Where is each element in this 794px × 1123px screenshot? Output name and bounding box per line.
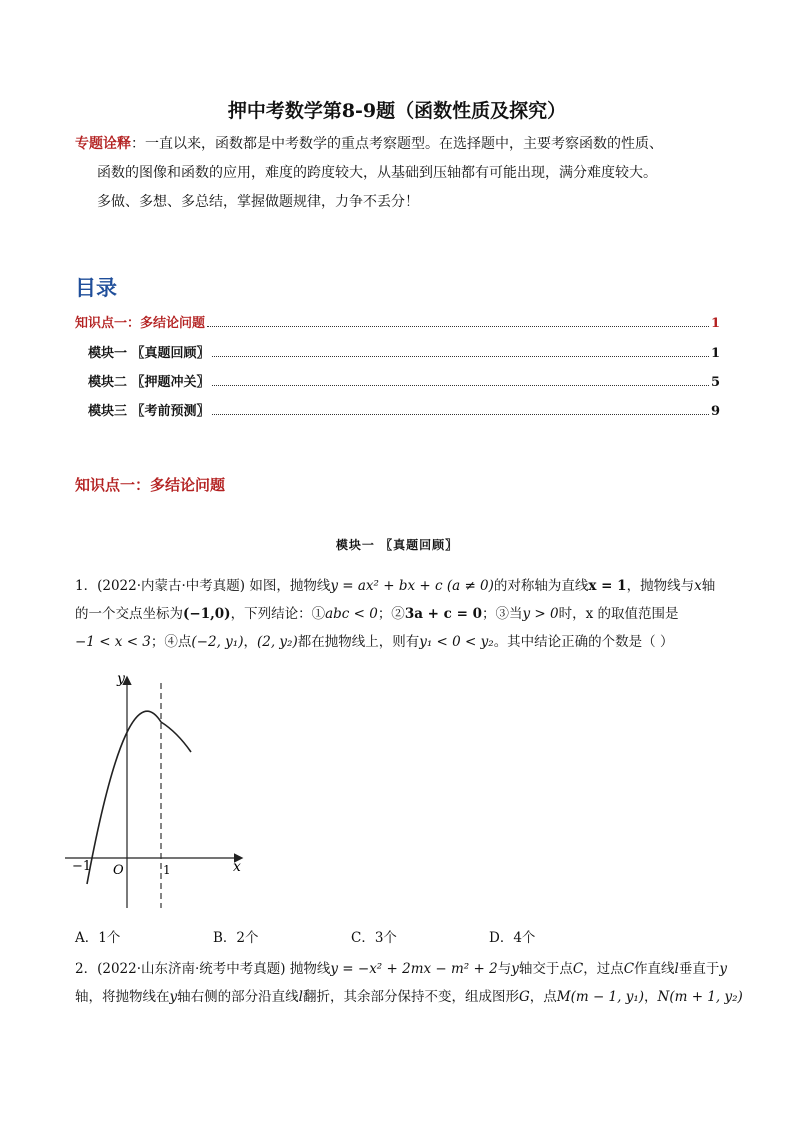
neg-one-label: −1 [72,859,92,874]
q2-text: 轴交于点 [518,961,573,977]
toc-item-label: 模块二 〖押题冲关〗 [88,375,210,390]
q1-point-2: (2, y₂) [256,634,298,650]
q1-range: −1 < x < 3 [75,634,151,650]
intro-line-1: ：一直以来，函数都是中考数学的重点考察题型。在选择题中，主要考察函数的性质、 [131,136,663,152]
intro-label: 专题诠释 [75,136,131,152]
q2-text: ，过点 [583,961,624,977]
question-1 [75,572,727,656]
intro-line-2: 函数的图像和函数的应用，难度的跨度较大，从基础到压轴都有可能出现，满分难度较大。 [97,165,657,181]
q1-point: (−1,0) [183,606,231,622]
question-2 [75,955,743,1011]
q2-text: 翻折，其余部分保持不变，组成图形 [302,989,519,1005]
toc-leader [207,325,709,327]
toc-item-module-1[interactable] [88,342,720,361]
q1-text: 轴 [701,578,716,594]
q1-point-1: (−2, y₁) [191,634,244,650]
q1-conclusion-4: y₁ < 0 < y₂ [419,634,494,650]
q2-text: 与 [497,961,512,977]
x-axis-label: x [233,859,241,875]
q2-prefix: 2．(2022·山东济南·统考中考真题) 抛物线 [75,961,331,977]
q1-var: x [694,578,702,594]
q2-text: ，点 [529,989,557,1005]
choice-c[interactable]: C．3个 [351,930,397,946]
q1-conclusion-2: 3a + c = 0 [404,606,482,622]
q1-text: 的对称轴为直线 [493,578,589,594]
q1-text: ，抛物线与 [626,578,695,594]
q2-var: y [169,989,178,1005]
choice-b[interactable]: B．2个 [213,930,259,946]
q2-point-c: C [572,961,584,977]
toc-item-label: 知识点一：多结论问题 [75,316,206,331]
toc-item-page: 9 [710,404,720,419]
toc-item-label: 模块一 〖真题回顾〗 [88,346,210,361]
q2-text: 作直线 [634,961,675,977]
q1-text: 的一个交点坐标为 [75,606,183,622]
module-heading: 模块一 〖真题回顾〗 [335,538,459,552]
toc-item-page: 1 [710,346,720,361]
toc-item-page: 5 [710,375,720,390]
q2-text: 轴右侧的部分沿直线 [177,989,299,1005]
q2-point-n: N(m + 1, y₂) [657,989,743,1005]
q1-text: 。其中结论正确的个数是（ ） [493,634,674,650]
q2-text: 垂直于 [678,961,720,977]
toc-leader [212,355,709,357]
q1-text: ，下列结论：① [230,606,326,622]
q2-text: ， [644,989,658,1005]
q1-conclusion-3: y > 0 [522,606,559,622]
section-heading: 知识点一：多结论问题 [75,476,226,494]
q1-text: 都在抛物线上，则有 [297,634,420,650]
page-title: 押中考数学第8-9题（函数性质及探究） [227,100,567,122]
q2-line-l: l [674,961,679,977]
choice-a[interactable]: A．1个 [75,930,121,946]
q1-axis: x = 1 [588,578,627,594]
intro-paragraph [75,130,735,217]
q1-text: ， [243,634,257,650]
q2-text: 轴，将抛物线在 [75,989,170,1005]
q1-text: ；④点 [150,634,192,650]
one-label: 1 [163,863,171,877]
y-axis-label: y [117,671,125,687]
parabola-graph [65,668,255,913]
q1-text: ；③当 [482,606,523,622]
q2-equation: y = −x² + 2mx − m² + 2 [330,961,498,977]
q2-point-m: M(m − 1, y₁) [556,989,645,1005]
q2-line-l: l [298,989,303,1005]
toc-item-module-3[interactable] [88,400,720,419]
toc-item-page: 1 [710,316,720,331]
toc-heading: 目录 [75,276,117,300]
origin-label: O [113,863,124,878]
answer-choices [75,926,675,946]
q1-equation: y = ax² + bx + c (a ≠ 0) [330,578,494,594]
toc-leader [212,384,709,386]
toc-item-label: 模块三 〖考前预测〗 [88,404,210,419]
choice-d[interactable]: D．4个 [489,930,536,946]
toc-leader [212,413,709,415]
intro-line-3: 多做、多想、多总结，掌握做题规律，力争不丢分！ [97,194,419,210]
q2-var: y [511,961,519,977]
q1-text: 时，x 的取值范围是 [558,606,679,622]
q2-point-c: C [623,961,635,977]
toc-item-knowledge-1[interactable] [75,312,720,331]
q2-var: y [719,961,728,977]
toc-item-module-2[interactable] [88,371,720,390]
q2-shape-g: G [518,989,530,1005]
q1-prefix: 1．(2022·内蒙古·中考真题) 如图，抛物线 [75,578,331,594]
q1-conclusion-1: abc < 0 [325,606,378,622]
q1-text: ；② [377,606,405,622]
